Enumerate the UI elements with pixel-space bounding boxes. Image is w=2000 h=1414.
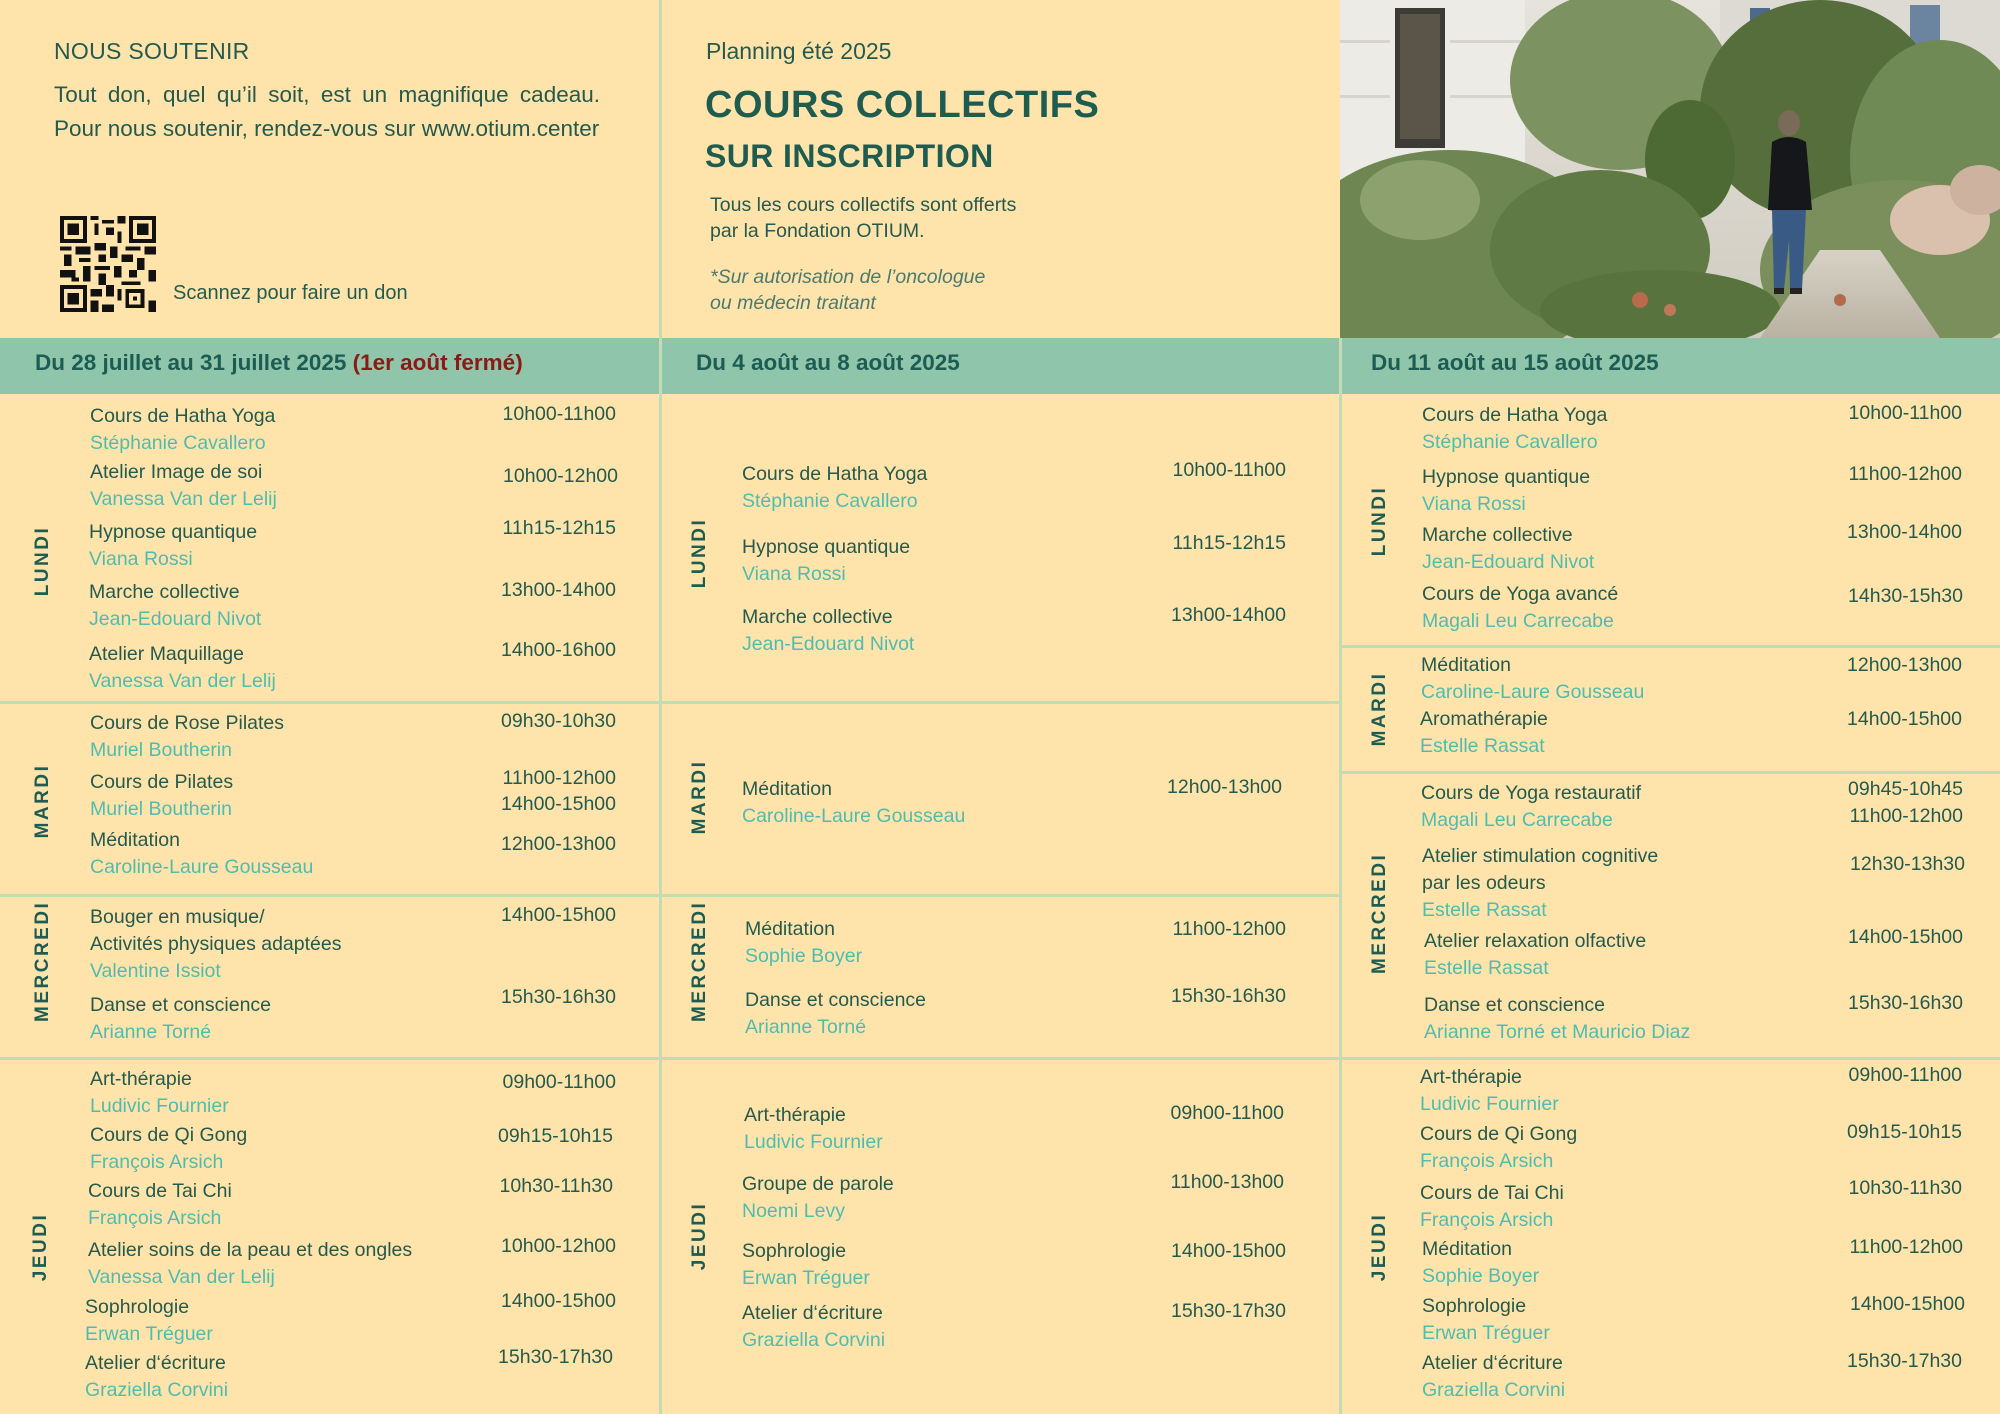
- instructor-name: François Arsich: [88, 1207, 222, 1229]
- instructor-name: Arianne Torné et Mauricio Diaz: [1424, 1021, 1691, 1043]
- day-label-mardi: MARDI: [1369, 671, 1390, 747]
- course-title: Art-thérapie: [744, 1104, 846, 1126]
- day-label-jeudi: JEUDI: [30, 1212, 51, 1282]
- course-entry[interactable]: [90, 992, 271, 1046]
- course-title: Cours de Pilates: [90, 771, 234, 793]
- course-entry[interactable]: [90, 1122, 247, 1176]
- instructor-name: François Arsich: [90, 1151, 224, 1173]
- instructor-name: Estelle Rassat: [1422, 899, 1547, 921]
- week2-header: Du 4 août au 8 août 2025: [696, 350, 960, 375]
- course-title: Cours de Yoga restauratif: [1421, 782, 1642, 804]
- planning-subtitle: Planning été 2025: [706, 38, 892, 64]
- day-label-lundi: LUNDI: [689, 517, 710, 589]
- instructor-name: Noemi Levy: [742, 1200, 845, 1222]
- course-time: 10h00-11h00: [1172, 459, 1286, 481]
- course-title: Cours de Qi Gong: [1420, 1123, 1578, 1145]
- course-title: Aromathérapie: [1420, 708, 1548, 730]
- course-entry[interactable]: [742, 461, 927, 515]
- course-title: Hypnose quantique: [742, 536, 911, 558]
- course-time: 10h00-11h00: [1848, 402, 1962, 424]
- course-time: 14h00-15h00: [1847, 708, 1962, 730]
- course-time: 09h00-11h00: [502, 1071, 616, 1093]
- instructor-name: Caroline-Laure Gousseau: [90, 856, 314, 878]
- course-time: 10h30-11h30: [499, 1175, 613, 1197]
- course-entry[interactable]: [89, 641, 276, 695]
- instructor-name: Muriel Boutherin: [90, 739, 232, 761]
- course-time: 14h00-15h00: [1171, 1240, 1286, 1262]
- course-title: Marche collective: [742, 606, 893, 628]
- course-title: Art-thérapie: [90, 1068, 192, 1090]
- course-entry[interactable]: [90, 769, 233, 823]
- course-time: 14h00-15h00: [1848, 926, 1963, 948]
- week1-header: [35, 350, 523, 376]
- page-title: COURS COLLECTIFS: [705, 84, 1100, 126]
- planning-note-line1: Tous les cours collectifs sont offerts: [710, 194, 1017, 216]
- course-time: 14h00-15h00: [1850, 1293, 1965, 1315]
- day-label-mercredi: MERCREDI: [32, 900, 53, 1022]
- course-title: Méditation: [90, 829, 180, 851]
- qr-caption: Scannez pour faire un don: [173, 282, 408, 304]
- course-entry[interactable]: [742, 534, 910, 588]
- course-time: 14h00-15h00: [501, 904, 616, 926]
- course-time: 15h30-17h30: [498, 1346, 613, 1368]
- course-time: 14h00-16h00: [501, 639, 616, 661]
- instructor-name: Magali Leu Carrecabe: [1421, 809, 1613, 831]
- course-entry[interactable]: [1422, 581, 1618, 635]
- course-time: 15h30-17h30: [1847, 1350, 1962, 1372]
- instructor-name: Jean-Edouard Nivot: [742, 633, 915, 655]
- course-title: Atelier d‘écriture: [85, 1352, 226, 1374]
- instructor-name: Caroline-Laure Gousseau: [742, 805, 966, 827]
- instructor-name: Magali Leu Carrecabe: [1422, 610, 1614, 632]
- instructor-name: Viana Rossi: [742, 563, 846, 585]
- course-time: 15h30-16h30: [501, 986, 616, 1008]
- planning-asterisk-note: [710, 264, 985, 316]
- instructor-name: Ludivic Fournier: [90, 1095, 229, 1117]
- course-entry[interactable]: [90, 459, 277, 513]
- instructor-name: Ludivic Fournier: [744, 1131, 883, 1153]
- course-time: 11h00-12h00: [502, 767, 616, 789]
- day-label-mardi: MARDI: [689, 759, 710, 835]
- instructor-name: Graziella Corvini: [742, 1329, 886, 1351]
- course-entry[interactable]: [742, 604, 914, 658]
- column-divider: [659, 0, 662, 1414]
- course-entry[interactable]: [1422, 1293, 1550, 1347]
- course-time: 15h30-17h30: [1171, 1300, 1286, 1322]
- instructor-name: Erwan Tréguer: [85, 1323, 213, 1345]
- course-title: Cours de Tai Chi: [88, 1180, 232, 1202]
- day-label-jeudi: JEUDI: [1369, 1212, 1390, 1282]
- course-title: Cours de Hatha Yoga: [90, 405, 276, 427]
- planning-note: [710, 192, 1016, 244]
- course-time: 09h45-10h45: [1848, 778, 1963, 800]
- course-title: Cours de Yoga avancé: [1422, 583, 1619, 605]
- course-time: 15h30-16h30: [1848, 992, 1963, 1014]
- course-entry[interactable]: [1421, 652, 1644, 706]
- course-time: 11h15-12h15: [1172, 532, 1286, 554]
- instructor-name: Vanessa Van der Lelij: [88, 1266, 275, 1288]
- instructor-name: Valentine Issiot: [90, 960, 221, 982]
- row-divider: [0, 894, 1340, 897]
- course-entry[interactable]: [90, 827, 313, 881]
- instructor-name: Muriel Boutherin: [90, 798, 232, 820]
- course-title: Atelier stimulation cognitive: [1422, 845, 1659, 867]
- course-entry[interactable]: [742, 1238, 870, 1292]
- course-title: Atelier d‘écriture: [1422, 1352, 1563, 1374]
- course-entry[interactable]: [1424, 992, 1690, 1046]
- page-subtitle: SUR INSCRIPTION: [705, 138, 994, 174]
- instructor-name: Viana Rossi: [89, 548, 193, 570]
- course-entry[interactable]: [85, 1294, 213, 1348]
- course-entry[interactable]: [1422, 402, 1607, 456]
- course-time: 13h00-14h00: [1847, 521, 1962, 543]
- instructor-name: Jean-Edouard Nivot: [1422, 551, 1595, 573]
- course-entry[interactable]: [1421, 780, 1641, 834]
- instructor-name: Stéphanie Cavallero: [90, 432, 266, 454]
- course-title: Bouger en musique/: [90, 906, 265, 928]
- row-divider: [1340, 771, 2000, 774]
- course-entry[interactable]: [744, 1102, 883, 1156]
- course-entry[interactable]: [1422, 1236, 1539, 1290]
- course-time-2: 11h00-12h00: [1849, 805, 1963, 827]
- instructor-name: Ludivic Fournier: [1420, 1093, 1559, 1115]
- instructor-name: Erwan Tréguer: [1422, 1322, 1550, 1344]
- course-time: 14h30-15h30: [1848, 585, 1963, 607]
- course-title-line2: par les odeurs: [1422, 872, 1546, 894]
- instructor-name: Sophie Boyer: [1422, 1265, 1540, 1287]
- course-time: 13h00-14h00: [501, 579, 616, 601]
- planning-note-line2: par la Fondation OTIUM.: [710, 220, 925, 242]
- instructor-name: Graziella Corvini: [1422, 1379, 1566, 1401]
- course-entry[interactable]: [90, 710, 284, 764]
- course-entry[interactable]: [90, 403, 275, 457]
- course-time: 11h00-12h00: [1849, 1236, 1963, 1258]
- course-title: Cours de Hatha Yoga: [742, 463, 928, 485]
- instructor-name: Jean-Edouard Nivot: [89, 608, 262, 630]
- course-title: Méditation: [745, 918, 835, 940]
- course-title: Danse et conscience: [745, 989, 927, 1011]
- week1-closed-note: (1er août fermé): [352, 350, 523, 375]
- instructor-name: Erwan Tréguer: [742, 1267, 870, 1289]
- course-title: Groupe de parole: [742, 1173, 894, 1195]
- course-entry[interactable]: [1422, 464, 1590, 518]
- course-entry[interactable]: [1420, 1121, 1577, 1175]
- course-time: 09h15-10h15: [498, 1125, 613, 1147]
- course-title: Méditation: [1422, 1238, 1512, 1260]
- course-time: 14h00-15h00: [501, 1290, 616, 1312]
- course-title: Atelier Image de soi: [90, 461, 263, 483]
- course-time: 11h00-13h00: [1170, 1171, 1284, 1193]
- course-title: Atelier soins de la peau et des ongles: [88, 1239, 413, 1261]
- instructor-name: Estelle Rassat: [1424, 957, 1549, 979]
- course-entry[interactable]: [1420, 1064, 1559, 1118]
- course-time: 11h00-12h00: [1848, 463, 1962, 485]
- day-label-mardi: MARDI: [32, 763, 53, 839]
- instructor-name: Stéphanie Cavallero: [1422, 431, 1598, 453]
- course-time: 10h00-11h00: [502, 403, 616, 425]
- course-entry[interactable]: [1422, 1350, 1565, 1404]
- course-time: 13h00-14h00: [1171, 604, 1286, 626]
- course-title: Cours de Hatha Yoga: [1422, 404, 1608, 426]
- course-time: 12h00-13h00: [501, 833, 616, 855]
- course-entry[interactable]: [89, 579, 261, 633]
- row-divider: [1340, 645, 2000, 648]
- course-time: 09h00-11h00: [1170, 1102, 1284, 1124]
- course-time: 12h00-13h00: [1847, 654, 1962, 676]
- course-entry[interactable]: [742, 1300, 885, 1354]
- course-entry[interactable]: [88, 1178, 232, 1232]
- instructor-name: Estelle Rassat: [1420, 735, 1545, 757]
- course-time: 15h30-16h30: [1171, 985, 1286, 1007]
- course-time-2: 14h00-15h00: [501, 793, 616, 815]
- day-label-mercredi: MERCREDI: [1369, 852, 1390, 974]
- course-title: Danse et conscience: [1424, 994, 1606, 1016]
- course-title: Art-thérapie: [1420, 1066, 1522, 1088]
- course-title: Atelier relaxation olfactive: [1424, 930, 1647, 952]
- course-time: 12h00-13h00: [1167, 776, 1282, 798]
- support-text: Tout don, quel qu’il soit, est un magnifique cadeau. Pour nous soutenir, rendez-vous sur www.otium.center: [54, 82, 600, 141]
- instructor-name: Arianne Torné: [90, 1021, 212, 1043]
- instructor-name: Sophie Boyer: [745, 945, 863, 967]
- support-title: NOUS SOUTENIR: [54, 38, 250, 64]
- course-entry[interactable]: [745, 916, 862, 970]
- instructor-name: Viana Rossi: [1422, 493, 1526, 515]
- course-time: 10h30-11h30: [1848, 1177, 1962, 1199]
- course-title: Marche collective: [89, 581, 240, 603]
- qr-code-icon[interactable]: [60, 216, 156, 312]
- course-time: 09h00-11h00: [1848, 1064, 1962, 1086]
- day-label-mercredi: MERCREDI: [689, 900, 710, 1022]
- course-time: 10h00-12h00: [501, 1235, 616, 1257]
- course-title: Hypnose quantique: [1422, 466, 1591, 488]
- course-time: 10h00-12h00: [503, 465, 618, 487]
- course-entry[interactable]: [88, 1237, 412, 1291]
- course-title: Cours de Qi Gong: [90, 1124, 248, 1146]
- asterisk-line1: *Sur autorisation de l’oncologue: [710, 266, 986, 288]
- course-entry[interactable]: [1420, 706, 1548, 760]
- course-entry[interactable]: [1422, 843, 1658, 924]
- course-title-line2: Activités physiques adaptées: [90, 933, 342, 955]
- course-entry[interactable]: [742, 1171, 894, 1225]
- course-title: Atelier d‘écriture: [742, 1302, 883, 1324]
- course-time: 11h15-12h15: [502, 517, 616, 539]
- row-divider: [0, 701, 1340, 704]
- course-entry[interactable]: [742, 776, 965, 830]
- course-entry[interactable]: [85, 1350, 228, 1404]
- day-label-lundi: LUNDI: [32, 525, 53, 597]
- course-title: Marche collective: [1422, 524, 1573, 546]
- course-entry[interactable]: [1424, 928, 1646, 982]
- course-title: Sophrologie: [85, 1296, 190, 1318]
- course-time: 11h00-12h00: [1172, 918, 1286, 940]
- column-divider: [1339, 338, 1342, 1414]
- day-label-jeudi: JEUDI: [689, 1201, 710, 1271]
- instructor-name: Arianne Torné: [745, 1016, 867, 1038]
- course-entry[interactable]: [89, 519, 257, 573]
- course-entry[interactable]: [90, 904, 341, 985]
- garden-photo: [1340, 0, 2000, 338]
- instructor-name: Stéphanie Cavallero: [742, 490, 918, 512]
- course-title: Méditation: [742, 778, 832, 800]
- course-title: Cours de Tai Chi: [1420, 1182, 1564, 1204]
- course-title: Atelier Maquillage: [89, 643, 245, 665]
- instructor-name: François Arsich: [1420, 1150, 1554, 1172]
- course-title: Sophrologie: [742, 1240, 847, 1262]
- week3-header: Du 11 août au 15 août 2025: [1371, 350, 1659, 375]
- instructor-name: Vanessa Van der Lelij: [90, 488, 277, 510]
- course-entry[interactable]: [745, 987, 926, 1041]
- course-time: 09h15-10h15: [1847, 1121, 1962, 1143]
- week1-dates: Du 28 juillet au 31 juillet 2025: [35, 350, 347, 375]
- asterisk-line2: ou médecin traitant: [710, 292, 876, 314]
- instructor-name: Caroline-Laure Gousseau: [1421, 681, 1645, 703]
- course-entry[interactable]: [1420, 1180, 1564, 1234]
- course-time: 12h30-13h30: [1850, 853, 1965, 875]
- instructor-name: Graziella Corvini: [85, 1379, 229, 1401]
- day-label-lundi: LUNDI: [1369, 485, 1390, 557]
- instructor-name: François Arsich: [1420, 1209, 1554, 1231]
- course-time: 09h30-10h30: [501, 710, 616, 732]
- course-title: Cours de Rose Pilates: [90, 712, 285, 734]
- instructor-name: Vanessa Van der Lelij: [89, 670, 276, 692]
- course-entry[interactable]: [1422, 522, 1594, 576]
- course-entry[interactable]: [90, 1066, 229, 1120]
- course-title: Méditation: [1421, 654, 1511, 676]
- row-divider: [0, 1057, 2000, 1060]
- course-title: Sophrologie: [1422, 1295, 1527, 1317]
- course-title: Danse et conscience: [90, 994, 272, 1016]
- course-title: Hypnose quantique: [89, 521, 258, 543]
